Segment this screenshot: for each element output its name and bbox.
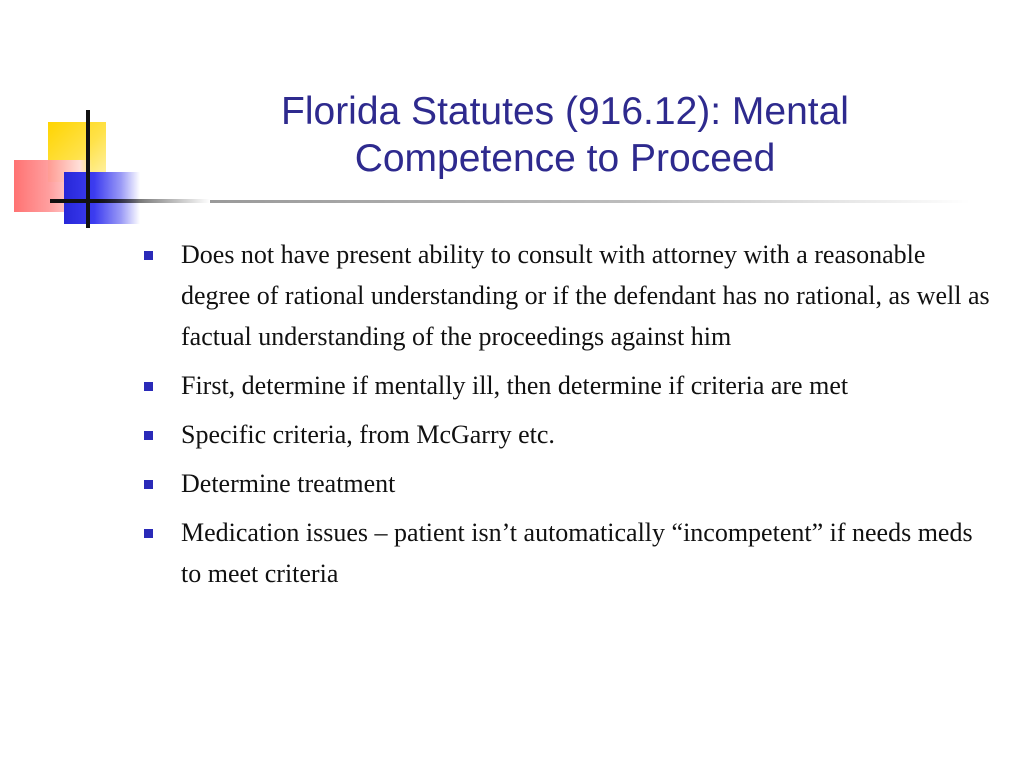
square-bullet-icon — [144, 382, 153, 391]
slide-title — [150, 88, 980, 182]
horizontal-line-decoration — [50, 199, 210, 203]
square-bullet-icon — [144, 480, 153, 489]
title-line-2: Competence to Proceed — [354, 137, 776, 180]
title-underline-rule — [210, 200, 970, 203]
vertical-line-decoration — [86, 110, 90, 228]
bullet-list — [144, 234, 994, 602]
bullet-item — [144, 463, 994, 504]
square-bullet-icon — [144, 529, 153, 538]
title-line-1: Florida Statutes (916.12): Mental — [281, 90, 849, 133]
bullet-text: Specific criteria, from McGarry etc. — [181, 420, 555, 449]
bullet-item — [144, 512, 994, 594]
bullet-text: Medication issues – patient isn’t automatically “incompetent” if needs meds to meet criteria — [181, 518, 973, 588]
bullet-text: Does not have present ability to consult with attorney with a reasonable degree of rational understanding or if the defendant has no rational, as well as factual understanding of the proceedings against him — [181, 240, 990, 351]
bullet-item — [144, 414, 994, 455]
bullet-text: First, determine if mentally ill, then determine if criteria are met — [181, 371, 849, 400]
bullet-item — [144, 365, 994, 406]
square-bullet-icon — [144, 431, 153, 440]
bullet-text: Determine treatment — [181, 469, 396, 498]
bullet-item — [144, 234, 994, 357]
square-bullet-icon — [144, 251, 153, 260]
blue-square-decoration — [64, 172, 140, 224]
